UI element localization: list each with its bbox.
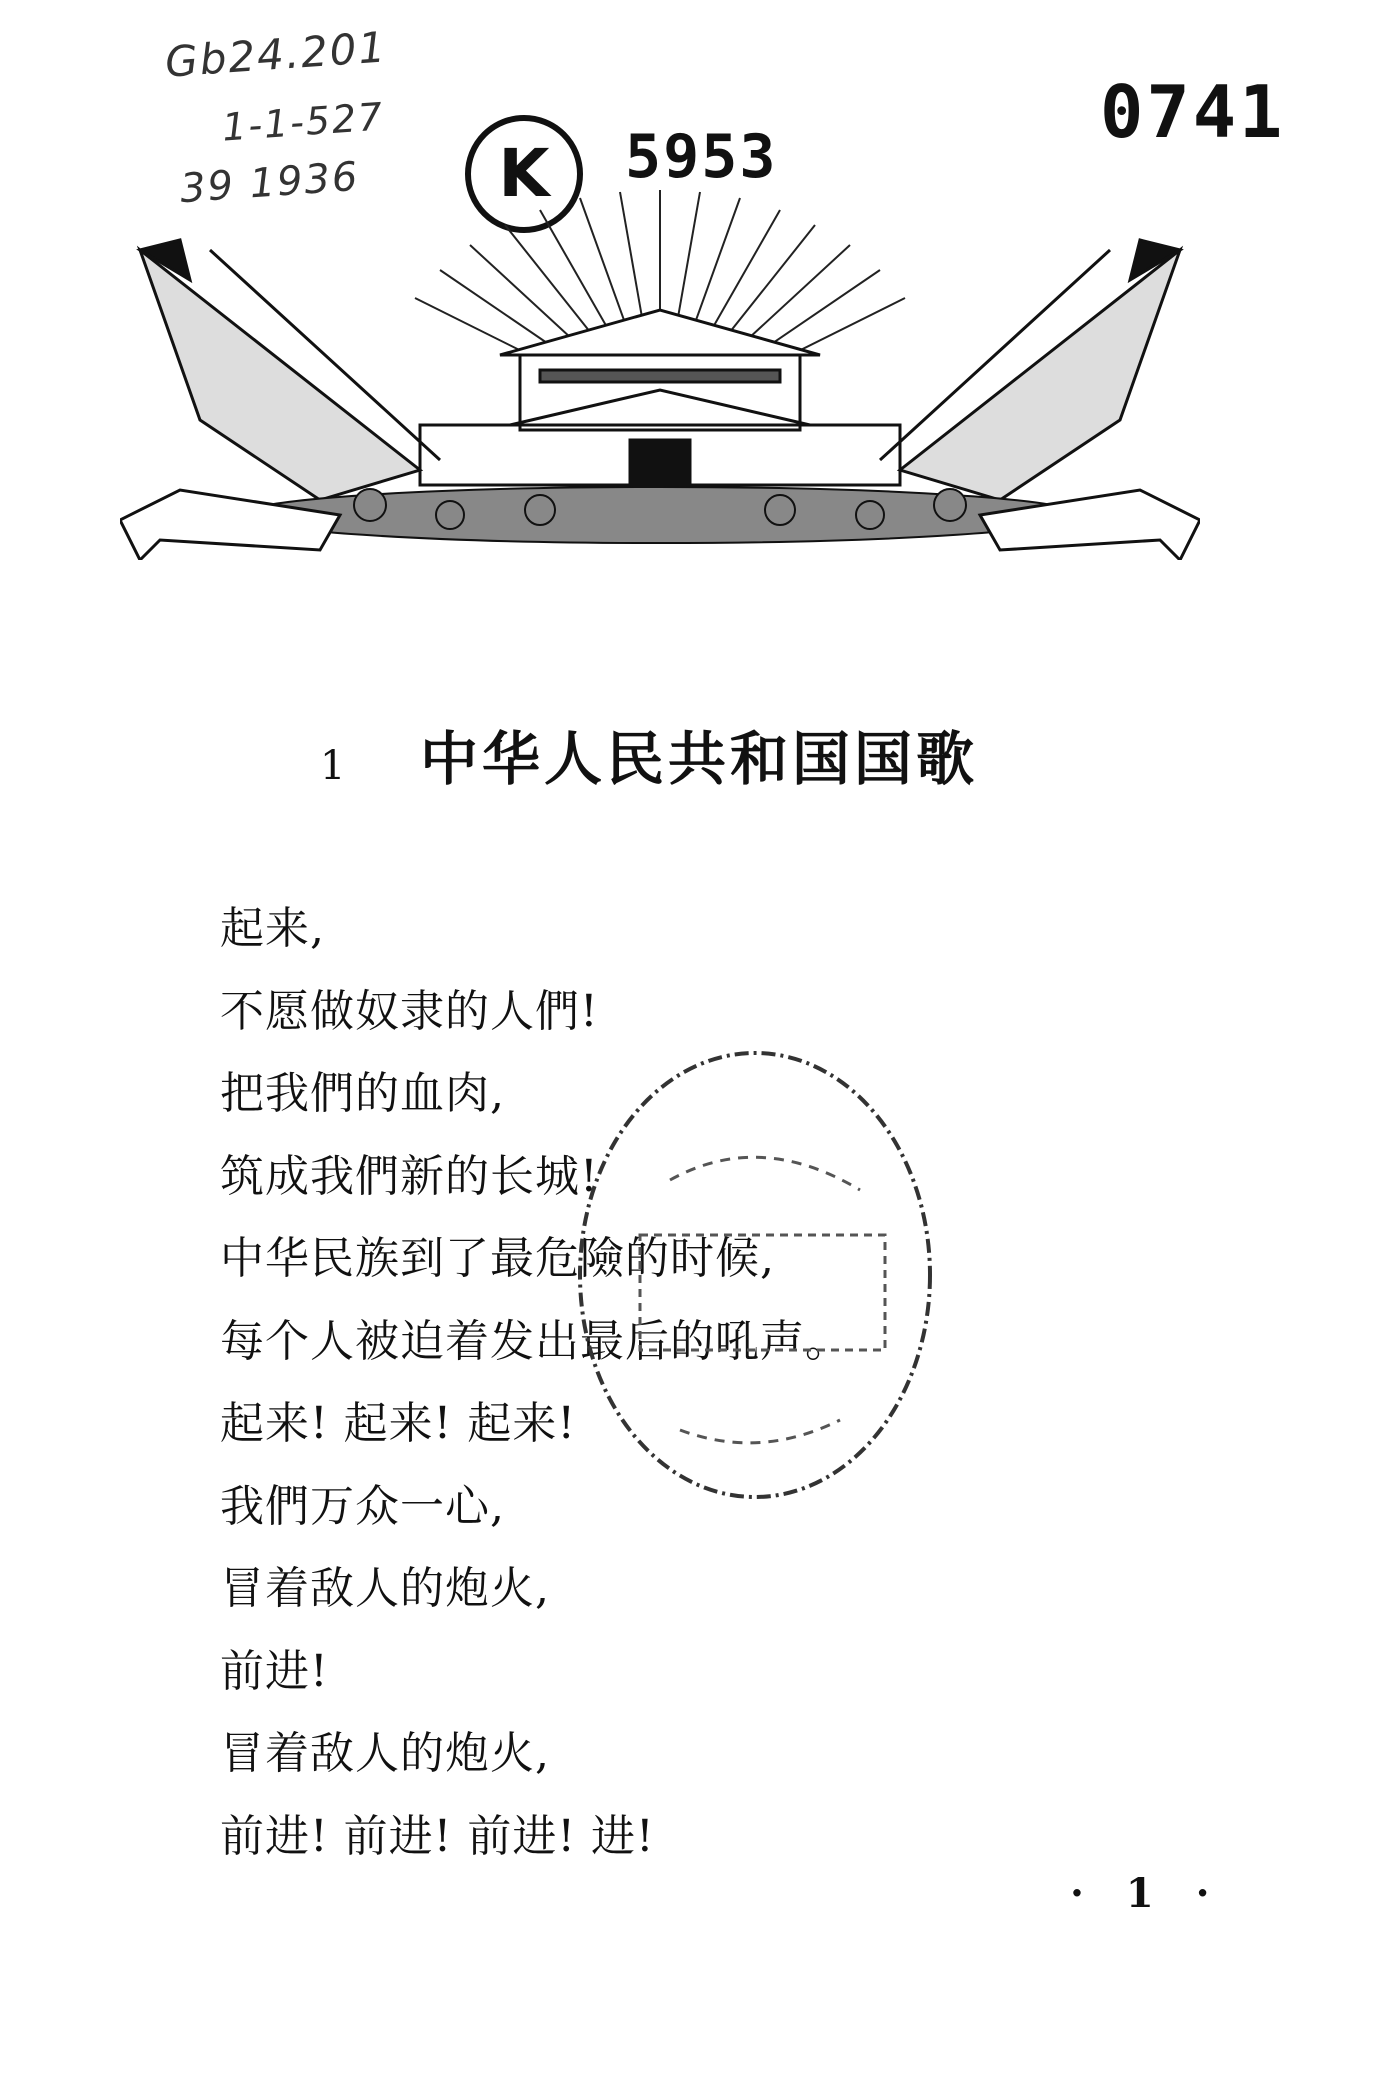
flowers bbox=[240, 487, 1080, 543]
tiananmen-emblem-illustration bbox=[120, 170, 1200, 560]
song-title-text: 中华人民共和国国歌 bbox=[420, 725, 979, 793]
lyric-line: 前进! bbox=[220, 1645, 329, 1697]
lyric-line: 冒着敌人的炮火, bbox=[220, 1728, 550, 1779]
catalog-badge-letter: K bbox=[498, 135, 550, 212]
lyric-line: 起来! 起来! 起来! bbox=[220, 1398, 577, 1449]
document-number: 0741 bbox=[1100, 70, 1286, 154]
lyric-line: 不愿做奴隶的人們! bbox=[220, 985, 599, 1037]
page-number: · 1 · bbox=[1070, 1870, 1224, 1917]
lyric-line: 把我們的血肉, bbox=[220, 1068, 505, 1119]
library-stamp-icon bbox=[560, 1040, 940, 1510]
handwritten-call-number: Gb24.201 bbox=[163, 22, 389, 87]
catalog-number: 5953 bbox=[625, 122, 778, 192]
lyric-line: 中华民族到了最危險的时候, bbox=[220, 1233, 775, 1284]
lyric-line: 筑成我們新的长城! bbox=[220, 1150, 599, 1202]
handwritten-date: 39 1936 bbox=[178, 153, 361, 213]
lyric-line: 每个人被迫着发出最后的吼声。 bbox=[220, 1315, 850, 1367]
song-title bbox=[320, 712, 978, 796]
song-number: 1 bbox=[320, 743, 346, 789]
lyric-line: 我們万众一心, bbox=[220, 1480, 505, 1532]
lyric-line: 起来, bbox=[220, 903, 325, 954]
lyric-line: 冒着敌人的炮火, bbox=[220, 1563, 550, 1614]
lyric-line: 前进! 前进! 前进! 进! bbox=[220, 1810, 655, 1862]
flags-left bbox=[140, 240, 440, 500]
handwritten-accession: 1-1-527 bbox=[220, 94, 386, 150]
flags-right bbox=[880, 240, 1180, 500]
